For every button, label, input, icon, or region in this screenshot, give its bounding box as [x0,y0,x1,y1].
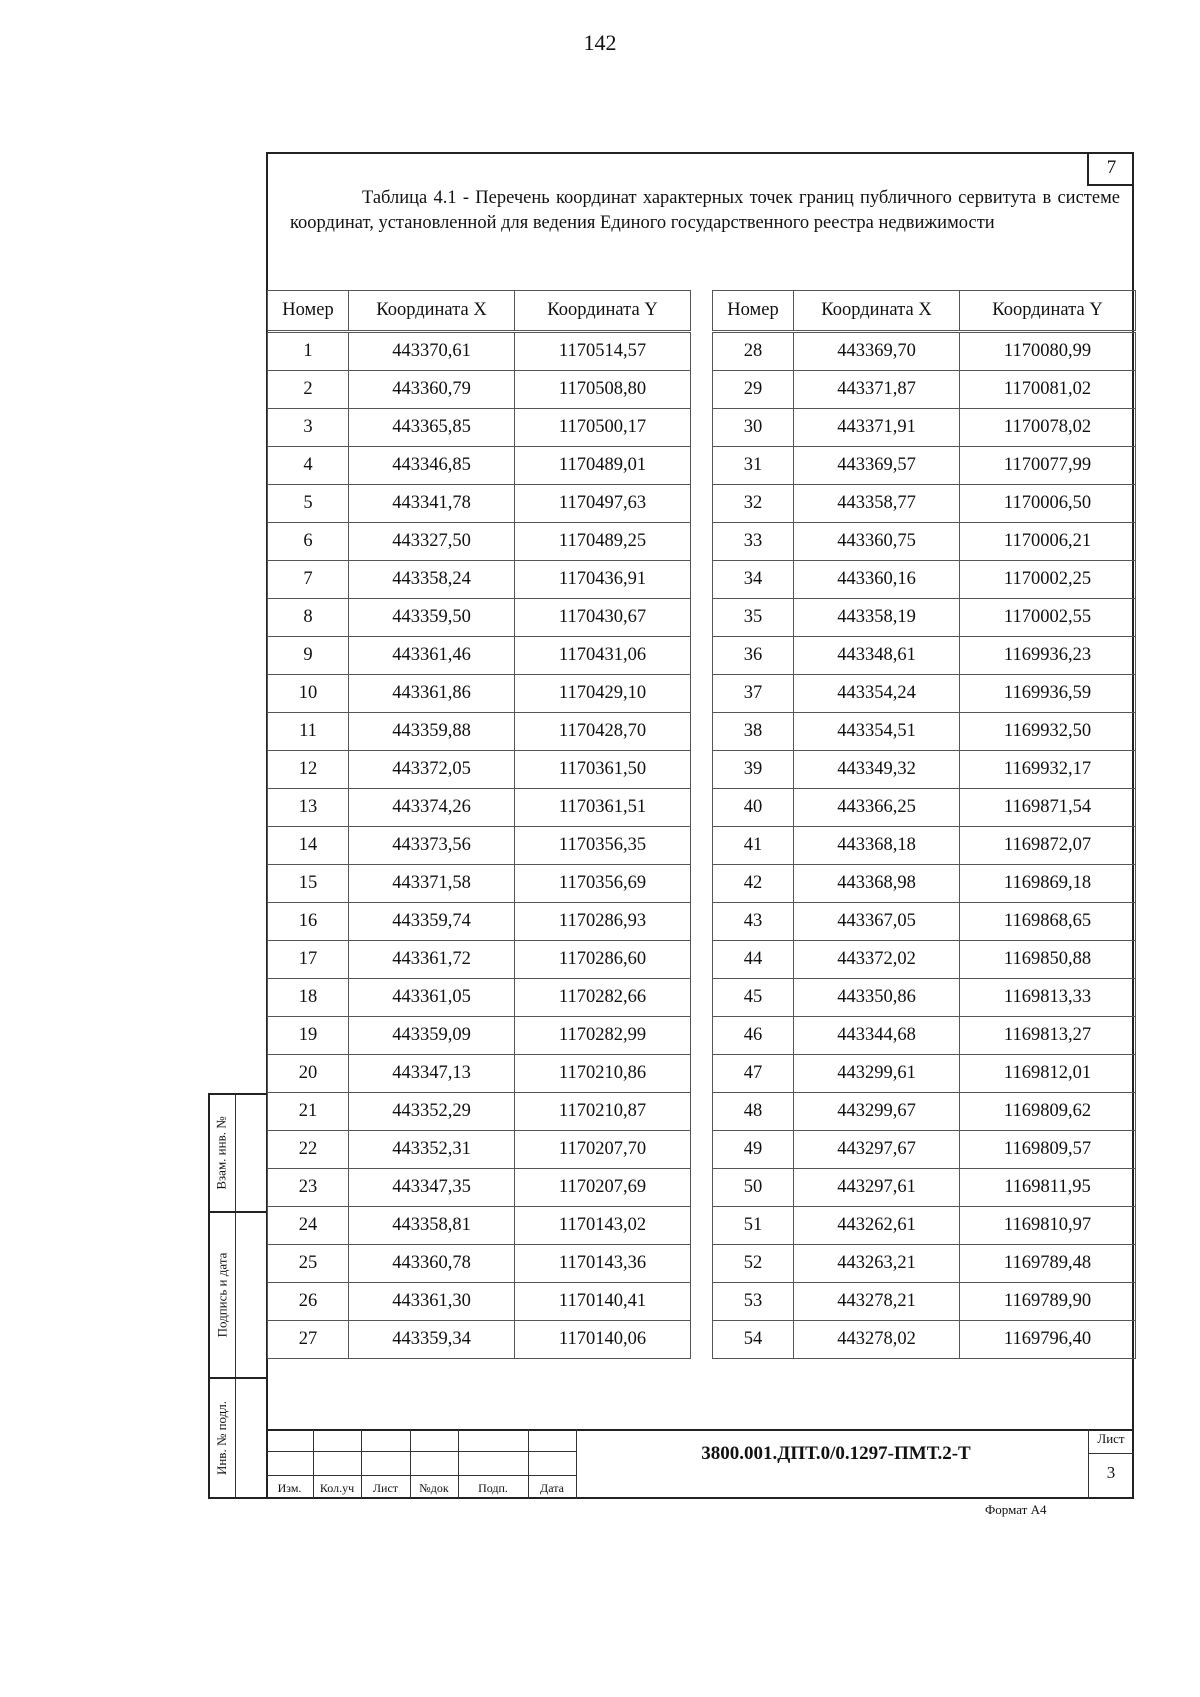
cell-coord-x: 443371,91 [794,409,960,447]
cell-coord-y: 1170489,01 [515,447,691,485]
cell-number: 1 [268,332,349,371]
coordinates-table-right [712,290,1136,1359]
format-label: Формат А4 [985,1502,1047,1517]
table-row [268,447,691,485]
cell-number: 36 [713,637,794,675]
cell-number: 37 [713,675,794,713]
table-row [268,1055,691,1093]
cell-number: 25 [268,1245,349,1283]
table-row [268,371,691,409]
cell-coord-y: 1170497,63 [515,485,691,523]
table-row [268,865,691,903]
cell-number: 10 [268,675,349,713]
cell-coord-x: 443361,30 [349,1283,515,1321]
cell-coord-x: 443369,70 [794,332,960,371]
cell-coord-y: 1170210,86 [515,1055,691,1093]
cell-coord-x: 443360,79 [349,371,515,409]
cell-coord-x: 443361,46 [349,637,515,675]
cell-coord-x: 443354,24 [794,675,960,713]
cell-number: 19 [268,1017,349,1055]
table-row [713,485,1136,523]
divider [266,1429,1134,1431]
cell-number: 48 [713,1093,794,1131]
cell-number: 35 [713,599,794,637]
table-row [713,1055,1136,1093]
table-row [268,523,691,561]
header-coord-y: Координата Y [960,291,1136,332]
cell-coord-y: 1170002,55 [960,599,1136,637]
table-row [713,751,1136,789]
cell-number: 51 [713,1207,794,1245]
cell-number: 17 [268,941,349,979]
cell-coord-y: 1170143,36 [515,1245,691,1283]
table-row [713,599,1136,637]
table-row [713,941,1136,979]
cell-coord-x: 443368,98 [794,865,960,903]
cell-number: 24 [268,1207,349,1245]
cell-coord-x: 443361,86 [349,675,515,713]
cell-coord-x: 443366,25 [794,789,960,827]
cell-coord-x: 443349,32 [794,751,960,789]
cell-number: 16 [268,903,349,941]
cell-coord-x: 443359,34 [349,1321,515,1359]
cell-number: 3 [268,409,349,447]
cell-number: 27 [268,1321,349,1359]
cell-coord-y: 1170514,57 [515,332,691,371]
cell-coord-y: 1170081,02 [960,371,1136,409]
cell-number: 39 [713,751,794,789]
table-row [713,1131,1136,1169]
cell-coord-y: 1170356,35 [515,827,691,865]
cell-coord-x: 443361,72 [349,941,515,979]
cell-coord-x: 443299,67 [794,1093,960,1131]
cell-coord-x: 443372,02 [794,941,960,979]
cell-coord-y: 1169868,65 [960,903,1136,941]
table-row [268,1131,691,1169]
table-row [268,332,691,371]
cell-coord-y: 1169813,27 [960,1017,1136,1055]
cell-number: 21 [268,1093,349,1131]
side-label-inv: Инв. № подл. [214,1400,230,1476]
stamp-label-list: Лист [372,1481,399,1495]
cell-coord-x: 443371,87 [794,371,960,409]
cell-coord-y: 1170080,99 [960,332,1136,371]
cell-number: 13 [268,789,349,827]
table-row [268,409,691,447]
cell-number: 32 [713,485,794,523]
cell-coord-y: 1170282,66 [515,979,691,1017]
table-header-row [268,291,691,332]
cell-coord-y: 1170140,41 [515,1283,691,1321]
table-row [268,903,691,941]
cell-number: 31 [713,447,794,485]
side-label-podpis: Подпись и дата [214,1252,230,1338]
caption-text: Таблица 4.1 - Перечень координат характерных точек границ публичного сервитута в системе координат, установленной для ведения Единого государственного реестра недвижимости [290,188,1120,233]
cell-coord-y: 1170207,69 [515,1169,691,1207]
table-row [268,1283,691,1321]
cell-coord-x: 443358,24 [349,561,515,599]
cell-number: 38 [713,713,794,751]
table-row [713,1017,1136,1055]
stamp-label-ndok: №док [419,1481,449,1495]
cell-coord-x: 443368,18 [794,827,960,865]
cell-number: 6 [268,523,349,561]
cell-coord-y: 1170078,02 [960,409,1136,447]
document-code: 3800.001.ДПТ.0/0.1297-ПМТ.2-Т [701,1443,971,1464]
cell-coord-y: 1170210,87 [515,1093,691,1131]
cell-coord-x: 443263,21 [794,1245,960,1283]
table-row [713,865,1136,903]
cell-coord-x: 443358,81 [349,1207,515,1245]
cell-coord-x: 443359,09 [349,1017,515,1055]
cell-coord-y: 1169810,97 [960,1207,1136,1245]
side-box-inv [208,1377,266,1499]
table-row [713,1283,1136,1321]
table-row [713,789,1136,827]
cell-coord-x: 443359,50 [349,599,515,637]
cell-coord-y: 1169936,23 [960,637,1136,675]
title-block [266,1429,1134,1499]
coordinates-table-left [267,290,691,1359]
cell-coord-y: 1170207,70 [515,1131,691,1169]
table-row [268,789,691,827]
cell-number: 9 [268,637,349,675]
table-row [268,675,691,713]
cell-coord-y: 1170489,25 [515,523,691,561]
cell-number: 14 [268,827,349,865]
table-row [713,713,1136,751]
cell-coord-y: 1169811,95 [960,1169,1136,1207]
cell-number: 42 [713,865,794,903]
table-row [713,675,1136,713]
cell-coord-x: 443373,56 [349,827,515,865]
cell-number: 22 [268,1131,349,1169]
cell-coord-y: 1170429,10 [515,675,691,713]
table-header-row [713,291,1136,332]
table-row [268,941,691,979]
cell-coord-y: 1170431,06 [515,637,691,675]
cell-coord-x: 443361,05 [349,979,515,1017]
table-row [713,1207,1136,1245]
cell-coord-x: 443371,58 [349,865,515,903]
header-coord-y: Координата Y [515,291,691,332]
cell-number: 15 [268,865,349,903]
cell-coord-y: 1169936,59 [960,675,1136,713]
table-row [268,713,691,751]
cell-coord-x: 443352,29 [349,1093,515,1131]
cell-number: 34 [713,561,794,599]
cell-number: 44 [713,941,794,979]
cell-coord-y: 1170282,99 [515,1017,691,1055]
cell-coord-x: 443360,75 [794,523,960,561]
cell-number: 23 [268,1169,349,1207]
table-row [268,1245,691,1283]
cell-coord-x: 443372,05 [349,751,515,789]
cell-coord-x: 443367,05 [794,903,960,941]
table-row [268,1017,691,1055]
cell-number: 20 [268,1055,349,1093]
table-row [268,1169,691,1207]
cell-coord-y: 1170428,70 [515,713,691,751]
table-row [713,827,1136,865]
cell-number: 18 [268,979,349,1017]
stamp-label-izm: Изм. [277,1481,302,1495]
side-box-podpis [208,1211,266,1379]
cell-coord-y: 1170361,51 [515,789,691,827]
cell-number: 26 [268,1283,349,1321]
cell-coord-x: 443359,74 [349,903,515,941]
stamp-label-kol-uch: Кол.уч [319,1481,355,1495]
side-box-vzam [208,1093,266,1213]
cell-number: 41 [713,827,794,865]
cell-number: 2 [268,371,349,409]
table-row [713,1321,1136,1359]
cell-coord-y: 1170140,06 [515,1321,691,1359]
cell-number: 46 [713,1017,794,1055]
cell-number: 43 [713,903,794,941]
cell-coord-x: 443262,61 [794,1207,960,1245]
table-row [713,1245,1136,1283]
cell-coord-x: 443360,78 [349,1245,515,1283]
cell-coord-y: 1169812,01 [960,1055,1136,1093]
cell-coord-y: 1170006,21 [960,523,1136,561]
table-row [268,485,691,523]
cell-coord-x: 443354,51 [794,713,960,751]
cell-number: 33 [713,523,794,561]
cell-coord-x: 443278,02 [794,1321,960,1359]
cell-coord-y: 1170077,99 [960,447,1136,485]
header-number: Номер [268,291,349,332]
cell-coord-x: 443358,19 [794,599,960,637]
cell-coord-x: 443360,16 [794,561,960,599]
cell-number: 54 [713,1321,794,1359]
cell-coord-y: 1170286,93 [515,903,691,941]
table-row [713,447,1136,485]
cell-coord-x: 443341,78 [349,485,515,523]
cell-coord-y: 1169850,88 [960,941,1136,979]
table-row [713,1169,1136,1207]
header-number: Номер [713,291,794,332]
table-row [268,637,691,675]
table-row [713,979,1136,1017]
cell-coord-y: 1170508,80 [515,371,691,409]
side-label-vzam: Взам. инв. № [214,1116,230,1190]
cell-coord-x: 443297,67 [794,1131,960,1169]
cell-number: 29 [713,371,794,409]
cell-coord-x: 443352,31 [349,1131,515,1169]
cell-coord-y: 1170361,50 [515,751,691,789]
cell-coord-y: 1170002,25 [960,561,1136,599]
cell-coord-y: 1169932,50 [960,713,1136,751]
cell-coord-x: 443369,57 [794,447,960,485]
cell-coord-x: 443327,50 [349,523,515,561]
table-row [268,1321,691,1359]
cell-coord-y: 1169869,18 [960,865,1136,903]
cell-number: 12 [268,751,349,789]
table-row [268,979,691,1017]
table-row [713,903,1136,941]
table-row [713,371,1136,409]
cell-coord-y: 1170143,02 [515,1207,691,1245]
cell-coord-y: 1169796,40 [960,1321,1136,1359]
cell-coord-y: 1170430,67 [515,599,691,637]
sheet-value: 3 [1106,1463,1116,1482]
table-row [268,1207,691,1245]
cell-number: 52 [713,1245,794,1283]
stamp-label-podp: Подп. [478,1481,508,1495]
cell-number: 8 [268,599,349,637]
cell-coord-x: 443278,21 [794,1283,960,1321]
cell-coord-x: 443347,35 [349,1169,515,1207]
sheet-corner-number: 7 [1087,152,1134,186]
cell-coord-y: 1169872,07 [960,827,1136,865]
cell-number: 45 [713,979,794,1017]
cell-coord-y: 1170006,50 [960,485,1136,523]
cell-coord-y: 1169789,48 [960,1245,1136,1283]
cell-coord-x: 443370,61 [349,332,515,371]
header-coord-x: Координата X [794,291,960,332]
table-row [713,561,1136,599]
table-row [713,637,1136,675]
page-number: 142 [583,30,617,55]
header-coord-x: Координата X [349,291,515,332]
table-row [268,599,691,637]
table-row [268,751,691,789]
cell-coord-x: 443344,68 [794,1017,960,1055]
cell-number: 49 [713,1131,794,1169]
cell-coord-x: 443358,77 [794,485,960,523]
cell-coord-y: 1169809,57 [960,1131,1136,1169]
stamp-label-data: Дата [540,1481,564,1495]
cell-coord-x: 443365,85 [349,409,515,447]
cell-coord-y: 1170356,69 [515,865,691,903]
cell-coord-y: 1169871,54 [960,789,1136,827]
cell-number: 40 [713,789,794,827]
cell-number: 28 [713,332,794,371]
cell-coord-y: 1169809,62 [960,1093,1136,1131]
cell-coord-x: 443359,88 [349,713,515,751]
cell-coord-x: 443346,85 [349,447,515,485]
cell-coord-x: 443350,86 [794,979,960,1017]
table-row [713,523,1136,561]
table-row [268,561,691,599]
cell-number: 53 [713,1283,794,1321]
cell-coord-x: 443374,26 [349,789,515,827]
cell-coord-y: 1170286,60 [515,941,691,979]
cell-coord-x: 443347,13 [349,1055,515,1093]
cell-number: 50 [713,1169,794,1207]
cell-number: 4 [268,447,349,485]
table-row [713,409,1136,447]
cell-number: 47 [713,1055,794,1093]
table-row [268,827,691,865]
sheet-label: Лист [1097,1431,1125,1446]
cell-number: 7 [268,561,349,599]
table-row [268,1093,691,1131]
cell-number: 11 [268,713,349,751]
cell-coord-x: 443348,61 [794,637,960,675]
cell-coord-y: 1169932,17 [960,751,1136,789]
cell-coord-y: 1170500,17 [515,409,691,447]
table-row [713,332,1136,371]
cell-coord-x: 443297,61 [794,1169,960,1207]
cell-coord-x: 443299,61 [794,1055,960,1093]
cell-coord-y: 1169813,33 [960,979,1136,1017]
table-row [713,1093,1136,1131]
cell-number: 5 [268,485,349,523]
cell-coord-y: 1170436,91 [515,561,691,599]
table-caption [290,186,1120,236]
cell-coord-y: 1169789,90 [960,1283,1136,1321]
cell-number: 30 [713,409,794,447]
